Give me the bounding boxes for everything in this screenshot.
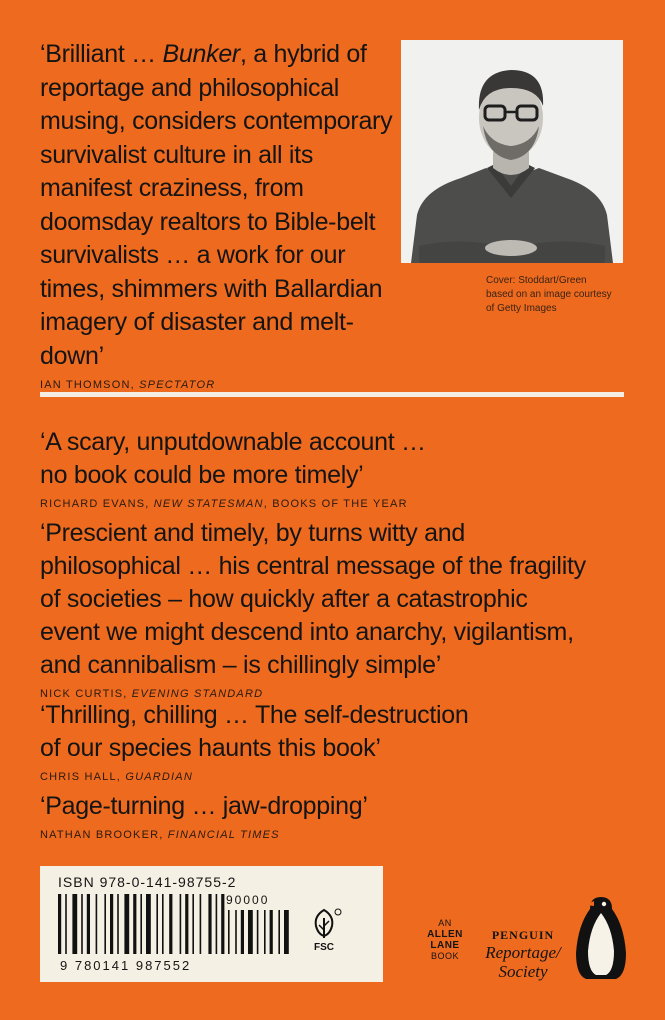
quote-spectator [40, 38, 400, 391]
quote-evening-standard [40, 517, 630, 700]
barcode-icon [58, 894, 308, 958]
barcode-panel [40, 866, 383, 982]
quote-text: ‘A scary, unputdownable account … no book could be more timely’ [40, 428, 426, 489]
barcode-addon-digits: 90000 [226, 893, 270, 907]
divider [40, 392, 624, 397]
author-photo [401, 40, 623, 263]
quote-attribution: RICHARD EVANS, NEW STATESMAN, BOOKS OF THE YEAR [40, 498, 408, 510]
barcode-digits: 9 780141 987552 [60, 958, 192, 973]
quote-financial-times [40, 790, 630, 841]
quote-attribution: NICK CURTIS, EVENING STANDARD [40, 688, 264, 700]
penguin-series: PENGUIN Reportage/ Society [485, 928, 561, 981]
quote-text: ‘Prescient and timely, by turns witty and philosophical … his central message of the fragility of societies – how quickly after a catastrophic event we might descend into anarchy, vigilantism, and cannibalism – is chillingly simple’ [40, 519, 586, 679]
quote-new-statesman [40, 426, 630, 510]
quote-attribution: NATHAN BROOKER, FINANCIAL TIMES [40, 829, 280, 841]
author-portrait-image [401, 40, 623, 263]
svg-text:FSC: FSC [314, 942, 334, 953]
fsc-logo-icon [304, 906, 344, 954]
isbn-text: ISBN 978-0-141-98755-2 [58, 874, 237, 890]
penguin-logo-icon [572, 893, 630, 983]
quote-text: ‘Brilliant … Bunker, a hybrid of reportage and philosophical musing, considers contemporary survivalist culture in all its manifest craziness, from doomsday realtors to Bible-belt survivalists … a work for our times, shimmers with Ballardian imagery of disaster and melt-down’ [40, 40, 393, 370]
quote-attribution: CHRIS HALL, GUARDIAN [40, 771, 193, 783]
photo-credit: Cover: Stoddart/Green based on an image courtesy of Getty Images [486, 275, 612, 314]
quote-guardian [40, 699, 630, 783]
quote-text: ‘Thrilling, chilling … The self-destruction of our species haunts this book’ [40, 701, 469, 762]
quote-text: ‘Page-turning … jaw-dropping’ [40, 792, 368, 820]
allen-lane-imprint: AN ALLEN LANE BOOK [427, 918, 463, 961]
quote-attribution: IAN THOMSON, SPECTATOR [40, 379, 216, 391]
